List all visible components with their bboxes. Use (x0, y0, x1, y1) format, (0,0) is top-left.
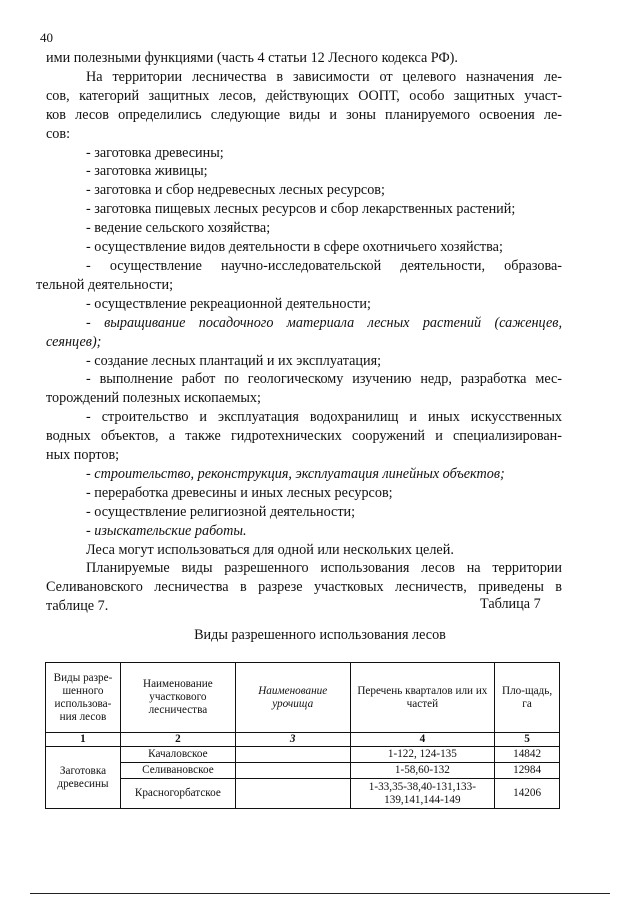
list-item: - ведение сельского хозяйства; (86, 220, 271, 237)
table-row (46, 763, 560, 779)
paragraph-line: Селивановского лесничества в разрезе участковых лесничеств, приведены в (46, 579, 562, 596)
column-number: 5 (495, 733, 560, 747)
quarters-cell: 1-122, 124-135 (350, 747, 495, 763)
list-item: - переработка древесины и иных лесных ресурсов; (86, 484, 393, 501)
column-number-row (46, 733, 560, 747)
paragraph-line: таблице 7. (46, 598, 109, 615)
paragraph-line: ими полезными функциями (часть 4 статьи 12 Лесного кодекса РФ). (46, 50, 458, 66)
column-number: 2 (120, 733, 235, 747)
list-item: - заготовка древесины; (86, 144, 224, 161)
tract-cell (235, 747, 350, 763)
list-item: - осуществление видов деятельности в сфере охотничьего хозяйства; (86, 239, 503, 256)
group-label-cell: Заготовка древесины (46, 747, 121, 809)
list-item: - создание лесных плантаций и их эксплуатация; (86, 352, 382, 369)
page-number: 40 (40, 30, 53, 45)
area-cell: 14842 (495, 747, 560, 763)
list-item: - выращивание посадочного материала лесных растений (саженцев, (86, 314, 562, 331)
header-quarters: Перечень кварталов или их частей (350, 663, 495, 733)
list-item-continuation: тельной деятельности; (36, 276, 174, 293)
list-item: - строительство и эксплуатация водохранилищ и иных искусственных (86, 409, 562, 426)
table-row (46, 779, 560, 809)
quarters-cell: 1-58,60-132 (350, 763, 495, 779)
header-area: Пло-щадь, га (495, 663, 560, 733)
paragraph-line: сов, категорий защитных лесов, действующих ООПТ, особо защитных участ- (46, 87, 562, 104)
header-district: Наименование участкового лесничества (120, 663, 235, 733)
district-cell: Красногорбатское (120, 779, 235, 809)
list-item-continuation: торождений полезных ископаемых; (46, 390, 261, 407)
body-text (36, 49, 562, 616)
paragraph-line: На территории лесничества в зависимости от целевого назначения ле- (86, 68, 562, 85)
list-item: - осуществление научно-исследовательской деятельности, образова- (86, 257, 562, 274)
table-caption: Таблица 7 (480, 596, 541, 612)
list-item: - заготовка и сбор недревесных лесных ресурсов; (86, 182, 385, 199)
header-tract: Наименование урочища (235, 663, 350, 733)
tract-cell (235, 763, 350, 779)
paragraph-line: Планируемые виды разрешенного использования лесов на территории (86, 560, 562, 577)
area-cell: 14206 (495, 779, 560, 809)
list-item-continuation: сеянцев); (46, 333, 102, 350)
list-item: - строительство, реконструкция, эксплуатация линейных объектов; (86, 465, 505, 482)
table-title: Виды разрешенного использования лесов (194, 627, 446, 643)
quarters-cell: 1-33,35-38,40-131,133-139,141,144-149 (350, 779, 495, 809)
table-row (46, 747, 560, 763)
table-header-row (46, 663, 560, 733)
area-cell: 12984 (495, 763, 560, 779)
column-number: 4 (350, 733, 495, 747)
forest-use-table (45, 662, 560, 809)
list-item-continuation: ных портов; (46, 447, 120, 464)
paragraph-line: ков лесов определились следующие виды и зоны планируемого освоения ле- (46, 106, 562, 123)
tract-cell (235, 779, 350, 809)
list-item: - выполнение работ по геологическому изучению недр, разработка мес- (86, 371, 562, 388)
header-use-type: Виды разре-шенного использова-ния лесов (46, 663, 121, 733)
list-item-continuation: водных объектов, а также гидротехнических сооружений и специализирован- (46, 428, 562, 445)
list-item: - осуществление рекреационной деятельности; (86, 295, 371, 312)
paragraph-line: Леса могут использоваться для одной или нескольких целей. (86, 541, 454, 558)
district-cell: Селивановское (120, 763, 235, 779)
column-number: 3 (235, 733, 350, 747)
footer-rule (30, 893, 610, 894)
list-item: - заготовка живицы; (86, 163, 208, 180)
list-item: - осуществление религиозной деятельности; (86, 503, 356, 520)
list-item: - заготовка пищевых лесных ресурсов и сбор лекарственных растений; (86, 201, 516, 218)
column-number: 1 (46, 733, 121, 747)
district-cell: Качаловское (120, 747, 235, 763)
paragraph-line: сов: (46, 125, 71, 142)
list-item: - изыскательские работы. (86, 522, 247, 539)
